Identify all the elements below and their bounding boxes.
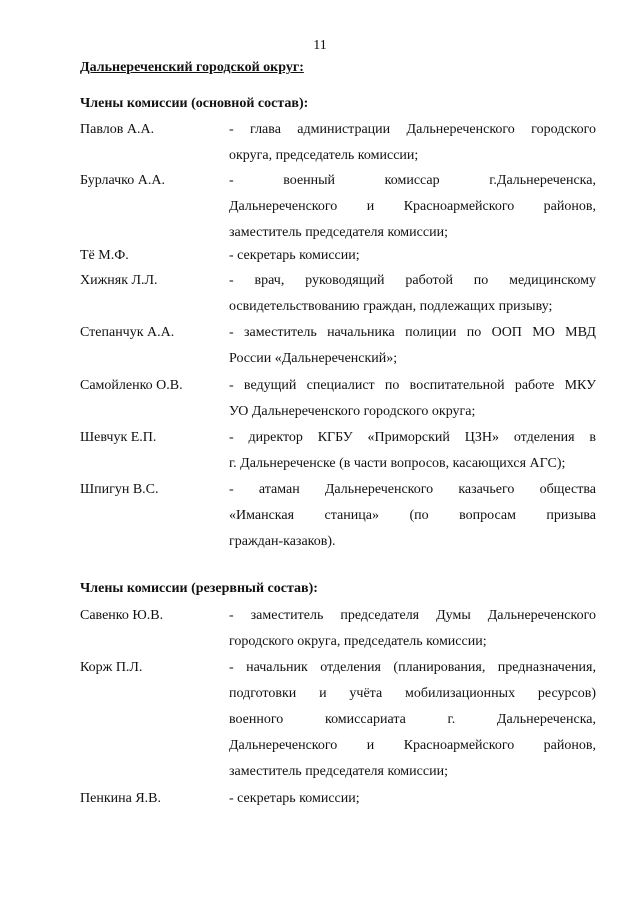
role-line: Дальнереченского и Красноармейского районов, xyxy=(229,199,596,214)
member-name: Степанчук А.А. xyxy=(80,325,175,340)
member-role xyxy=(229,603,596,655)
member-name: Шпигун В.С. xyxy=(80,482,159,497)
district-title: Дальнереченский городской округ: xyxy=(80,60,304,75)
main-members-heading: Члены комиссии (основной состав): xyxy=(80,96,309,111)
member-role xyxy=(229,477,596,555)
role-line: заместитель председателя комиссии; xyxy=(229,764,448,779)
member-name: Шевчук Е.П. xyxy=(80,430,157,445)
member-role xyxy=(229,373,596,425)
role-line: - заместитель начальника полиции по ООП МО МВД xyxy=(229,325,596,340)
member-name: Павлов А.А. xyxy=(80,122,155,137)
role-line: освидетельствованию граждан, подлежащих призыву; xyxy=(229,299,553,314)
member-name: Тё М.Ф. xyxy=(80,248,129,263)
page-number: 11 xyxy=(313,38,327,53)
member-name: Хижняк Л.Л. xyxy=(80,273,158,288)
member-role xyxy=(229,320,596,372)
reserve-members-heading: Члены комиссии (резервный состав): xyxy=(80,581,318,596)
role-line: Дальнереченского и Красноармейского районов, xyxy=(229,738,596,753)
member-role xyxy=(229,117,596,169)
role-line: - секретарь комиссии; xyxy=(229,791,360,806)
member-role xyxy=(229,786,596,812)
role-line: граждан-казаков). xyxy=(229,534,336,549)
member-role xyxy=(229,168,596,246)
role-line: - атаман Дальнереченского казачьего общества xyxy=(229,482,596,497)
role-line: - ведущий специалист по воспитательной работе МКУ xyxy=(229,378,596,393)
member-role xyxy=(229,655,596,785)
role-line: - директор КГБУ «Приморский ЦЗН» отделения в xyxy=(229,430,596,445)
role-line: - заместитель председателя Думы Дальнереченского xyxy=(229,608,596,623)
role-line: - начальник отделения (планирования, предназначения, xyxy=(229,660,596,675)
role-line: г. Дальнереченске (в части вопросов, касающихся АГС); xyxy=(229,456,566,471)
member-name: Савенко Ю.В. xyxy=(80,608,164,623)
member-name: Корж П.Л. xyxy=(80,660,143,675)
role-line: подготовки и учёта мобилизационных ресурсов) xyxy=(229,686,596,701)
role-line: городского округа, председатель комиссии; xyxy=(229,634,487,649)
role-line: - секретарь комиссии; xyxy=(229,248,360,263)
member-role xyxy=(229,268,596,320)
role-line: военного комиссариата г. Дальнереченска, xyxy=(229,712,596,727)
role-line: «Иманская станица» (по вопросам призыва xyxy=(229,508,596,523)
member-role xyxy=(229,425,596,477)
role-line: - глава администрации Дальнереченского городского xyxy=(229,122,596,137)
role-line: - врач, руководящий работой по медицинскому xyxy=(229,273,596,288)
member-name: Бурлачко А.А. xyxy=(80,173,165,188)
role-line: УО Дальнереченского городского округа; xyxy=(229,404,476,419)
member-name: Самойленко О.В. xyxy=(80,378,183,393)
member-role xyxy=(229,243,596,269)
member-name: Пенкина Я.В. xyxy=(80,791,161,806)
role-line: России «Дальнереченский»; xyxy=(229,351,398,366)
role-line: - военный комиссар г.Дальнереченска, xyxy=(229,173,596,188)
role-line: округа, председатель комиссии; xyxy=(229,148,419,163)
role-line: заместитель председателя комиссии; xyxy=(229,225,448,240)
